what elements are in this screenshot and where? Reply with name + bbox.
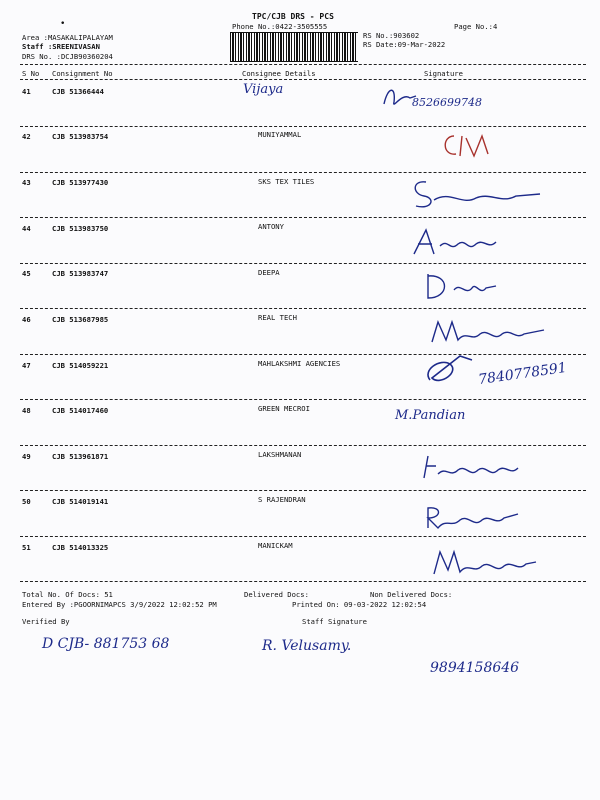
row-sno: 41 [22,87,31,96]
handwritten-name: R. Velusamy. [262,638,352,654]
row-consignee: MANICKAM [258,541,293,550]
row-sno: 50 [22,497,31,506]
signature-mark [420,268,500,304]
row-separator [20,399,586,400]
row-sno: 51 [22,543,31,552]
document-title: TPC/CJB DRS - PCS [252,12,334,21]
header-separator [20,64,586,65]
staff-signature: Staff Signature [302,617,367,626]
row-separator [20,445,586,446]
non-delivered-docs: Non Delivered Docs: [370,590,453,599]
signature-mark [430,546,540,578]
row-sign-note: M.Pandian [395,408,466,423]
row-consignment: CJB 513687985 [52,315,109,324]
row-consignment: CJB 513961871 [52,452,109,461]
signature-mark [410,176,550,212]
barcode [230,32,358,62]
row-sno: 44 [22,224,31,233]
row-consignment: CJB 514013325 [52,543,109,552]
row-consignee: REAL TECH [258,313,297,322]
row-consignment: CJB 513983747 [52,269,109,278]
row-sno: 43 [22,178,31,187]
corner-mark: • [60,19,66,29]
handwritten-cjb-code: D CJB- 881753 68 [42,636,170,652]
column-header-consignee: Consignee Details [242,69,316,78]
row-separator [20,217,586,218]
page-number: Page No.:4 [454,22,498,31]
row-sno: 49 [22,452,31,461]
rs-date: RS Date:09-Mar-2022 [363,40,446,49]
row-consignment: CJB 513983750 [52,224,109,233]
row-separator [20,126,586,127]
delivered-docs: Delivered Docs: [244,590,309,599]
row-handwritten-name: Vijaya [243,82,284,97]
row-sign-note: 7840778591 [477,359,568,389]
column-header-signature: Signature [424,69,463,78]
row-consignee: ANTONY [258,222,284,231]
row-consignment: CJB 51366444 [52,87,104,96]
total-docs: Total No. Of Docs: 51 [22,590,113,599]
row-separator [20,536,586,537]
signature-mark [410,224,500,260]
signature-mark [418,452,528,482]
column-header-sno: S No [22,69,40,78]
drs-number: DRS No. :DCJB90360204 [22,52,113,61]
row-consignment: CJB 514019141 [52,497,109,506]
row-separator [20,354,586,355]
row-sno: 47 [22,361,31,370]
signature-mark [380,84,420,112]
column-header-consignment: Consignment No [52,69,113,78]
row-separator [20,263,586,264]
row-consignment: CJB 513983754 [52,132,109,141]
row-consignee: MAHLAKSHMI AGENCIES [258,359,341,368]
rs-number: RS No.:903602 [363,31,420,40]
row-consignee: LAKSHMANAN [258,450,302,459]
printed-on: Printed On: 09-03-2022 12:02:54 [292,600,427,609]
row-consignment: CJB 514059221 [52,361,109,370]
row-sign-note: 8526699748 [412,96,482,109]
phone-number: Phone No.:0422-3505555 [232,22,328,31]
signature-mark [428,316,548,346]
row-separator [20,172,586,173]
row-consignment: CJB 513977430 [52,178,109,187]
signature-mark [422,502,522,532]
row-consignee: S RAJENDRAN [258,495,306,504]
entered-by: Entered By :PGOORNIMAPCS 3/9/2022 12:02:52 PM [22,600,217,609]
row-sno: 48 [22,406,31,415]
verified-by: Verified By [22,617,70,626]
row-consignee: DEEPA [258,268,280,277]
row-consignment: CJB 514017460 [52,406,109,415]
handwritten-phone: 9894158646 [430,660,520,676]
staff-label: Staff :SREENIVASAN [22,42,100,51]
row-sno: 45 [22,269,31,278]
column-header-separator [20,79,586,80]
row-sno: 46 [22,315,31,324]
signature-mark [420,350,480,390]
row-consignee: SKS TEX TILES [258,177,315,186]
row-separator [20,490,586,491]
row-sno: 42 [22,132,31,141]
row-separator [20,581,586,582]
area-label: Area :MASAKALIPALAYAM [22,33,113,42]
signature-mark [438,130,498,160]
row-consignee: MUNIYAMMAL [258,130,302,139]
row-consignee: GREEN MECROI [258,404,310,413]
row-separator [20,308,586,309]
